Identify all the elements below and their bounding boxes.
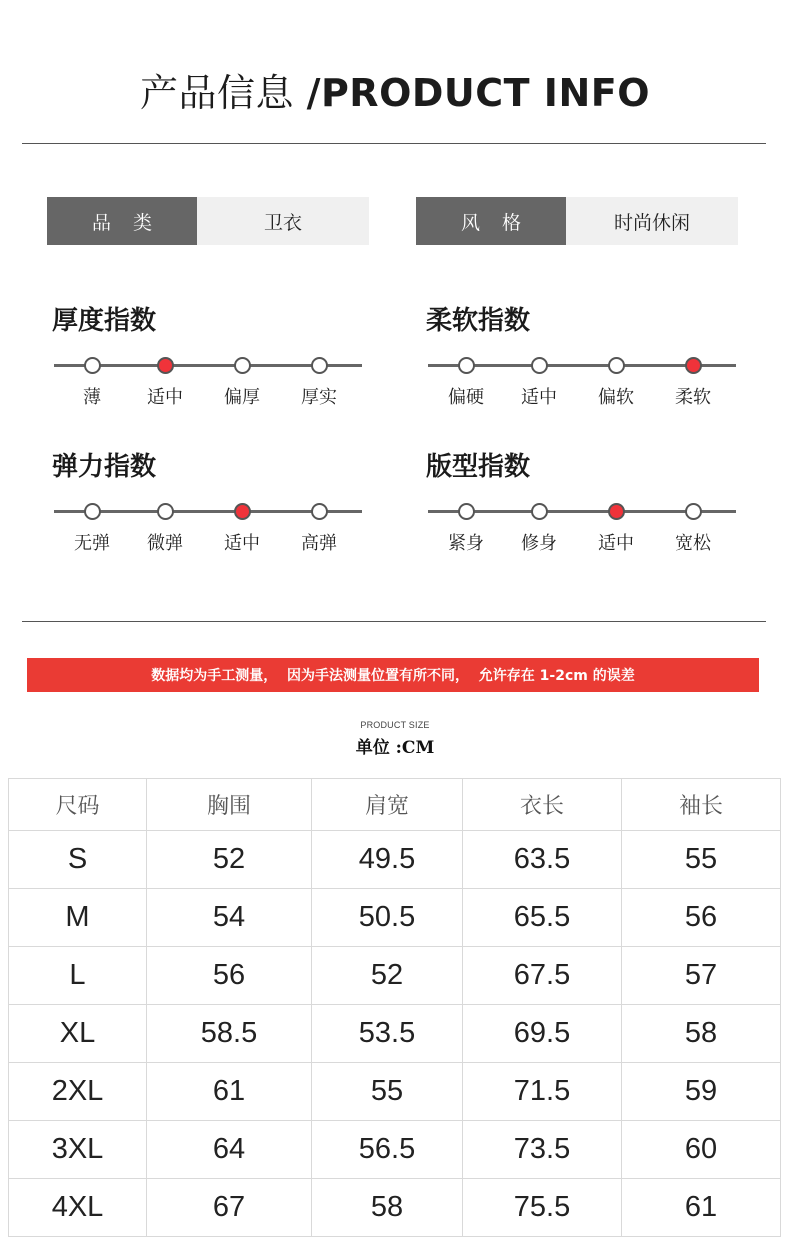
scale-dot: [608, 357, 625, 374]
table-row: [9, 1179, 781, 1237]
attribute-key: 风格: [416, 197, 566, 245]
table-cell: 56.5: [312, 1121, 463, 1179]
table-cell: 63.5: [463, 831, 622, 889]
title-en: /PRODUCT INFO: [306, 71, 651, 115]
table-cell: 75.5: [463, 1179, 622, 1237]
table-cell: 61: [622, 1179, 781, 1237]
scale-dot: [685, 503, 702, 520]
title-cn: 产品信息: [139, 71, 307, 115]
table-cell: 65.5: [463, 889, 622, 947]
scale-option-label: 薄: [83, 387, 101, 408]
scale-dot: [458, 503, 475, 520]
size-caption: PRODUCT SIZE: [360, 720, 430, 730]
table-cell: 55: [312, 1063, 463, 1121]
table-row: [9, 889, 781, 947]
scale-dot-selected: [234, 503, 251, 520]
scale-dot: [311, 357, 328, 374]
attribute-style: [416, 197, 738, 245]
column-header: 胸围: [147, 779, 312, 831]
scale-dot-selected: [685, 357, 702, 374]
divider-top: [22, 143, 766, 144]
scale-option-label: 柔软: [675, 387, 711, 408]
table-cell: 61: [147, 1063, 312, 1121]
scale-fit: [426, 446, 736, 556]
column-header: 衣长: [463, 779, 622, 831]
size-table-header: [9, 779, 781, 831]
table-row: [9, 1121, 781, 1179]
table-cell: 67: [147, 1179, 312, 1237]
table-cell: 56: [147, 947, 312, 1005]
table-cell: 4XL: [9, 1179, 147, 1237]
scale-option-label: 修身: [521, 533, 557, 554]
scale-option-label: 偏硬: [448, 387, 484, 408]
size-table: [8, 778, 781, 1237]
table-cell: 59: [622, 1063, 781, 1121]
scale-dot: [157, 503, 174, 520]
scale-option-label: 紧身: [448, 533, 484, 554]
column-header: 肩宽: [312, 779, 463, 831]
scale-thickness: [52, 300, 362, 410]
table-cell: 58.5: [147, 1005, 312, 1063]
scale-option-label: 适中: [147, 387, 183, 408]
scale-title: 弹力指数: [52, 452, 157, 482]
table-cell: 52: [312, 947, 463, 1005]
attribute-category: [47, 197, 369, 245]
scale-option-label: 偏厚: [224, 387, 260, 408]
divider-middle: [22, 621, 766, 622]
size-table-body: [9, 831, 781, 1237]
scale-option-label: 适中: [598, 533, 634, 554]
scale-option-label: 无弹: [74, 533, 110, 554]
table-cell: L: [9, 947, 147, 1005]
table-cell: 67.5: [463, 947, 622, 1005]
table-cell: 69.5: [463, 1005, 622, 1063]
measurement-notice: 数据均为手工测量， 因为手法测量位置有所不同， 允许存在 1-2cm 的误差: [27, 658, 759, 692]
scale-dot: [234, 357, 251, 374]
attribute-key: 品类: [47, 197, 197, 245]
table-cell: M: [9, 889, 147, 947]
scale-option-label: 微弹: [147, 533, 183, 554]
table-cell: 56: [622, 889, 781, 947]
table-row: [9, 831, 781, 889]
unit-label: 单位 :CM: [355, 738, 435, 758]
table-cell: 54: [147, 889, 312, 947]
scale-option-label: 厚实: [301, 387, 337, 408]
scale-option-label: 适中: [521, 387, 557, 408]
scale-title: 厚度指数: [52, 306, 157, 336]
table-row: [9, 1063, 781, 1121]
table-row: [9, 947, 781, 1005]
attribute-value: 时尚休闲: [566, 197, 738, 245]
scale-dot: [531, 503, 548, 520]
scale-option-label: 适中: [224, 533, 260, 554]
scale-dot: [84, 357, 101, 374]
scale-dot-selected: [157, 357, 174, 374]
scale-dot: [84, 503, 101, 520]
table-cell: 2XL: [9, 1063, 147, 1121]
scale-option-label: 宽松: [675, 533, 711, 554]
scale-dot: [458, 357, 475, 374]
scale-dot: [311, 503, 328, 520]
table-cell: 50.5: [312, 889, 463, 947]
table-cell: 52: [147, 831, 312, 889]
table-cell: 55: [622, 831, 781, 889]
table-cell: 71.5: [463, 1063, 622, 1121]
table-cell: 60: [622, 1121, 781, 1179]
table-cell: 57: [622, 947, 781, 1005]
table-cell: S: [9, 831, 147, 889]
table-cell: XL: [9, 1005, 147, 1063]
table-cell: 49.5: [312, 831, 463, 889]
scale-softness: [426, 300, 736, 410]
column-header: 尺码: [9, 779, 147, 831]
table-cell: 64: [147, 1121, 312, 1179]
table-cell: 3XL: [9, 1121, 147, 1179]
scale-title: 柔软指数: [426, 306, 531, 336]
table-row: [9, 1005, 781, 1063]
table-cell: 73.5: [463, 1121, 622, 1179]
table-cell: 58: [312, 1179, 463, 1237]
scale-dot-selected: [608, 503, 625, 520]
page-title: [0, 62, 790, 117]
scale-dot: [531, 357, 548, 374]
scale-option-label: 高弹: [301, 533, 337, 554]
scale-elasticity: [52, 446, 362, 556]
scale-title: 版型指数: [426, 452, 531, 482]
column-header: 袖长: [622, 779, 781, 831]
attribute-value: 卫衣: [197, 197, 369, 245]
table-cell: 58: [622, 1005, 781, 1063]
table-cell: 53.5: [312, 1005, 463, 1063]
scale-option-label: 偏软: [598, 387, 634, 408]
